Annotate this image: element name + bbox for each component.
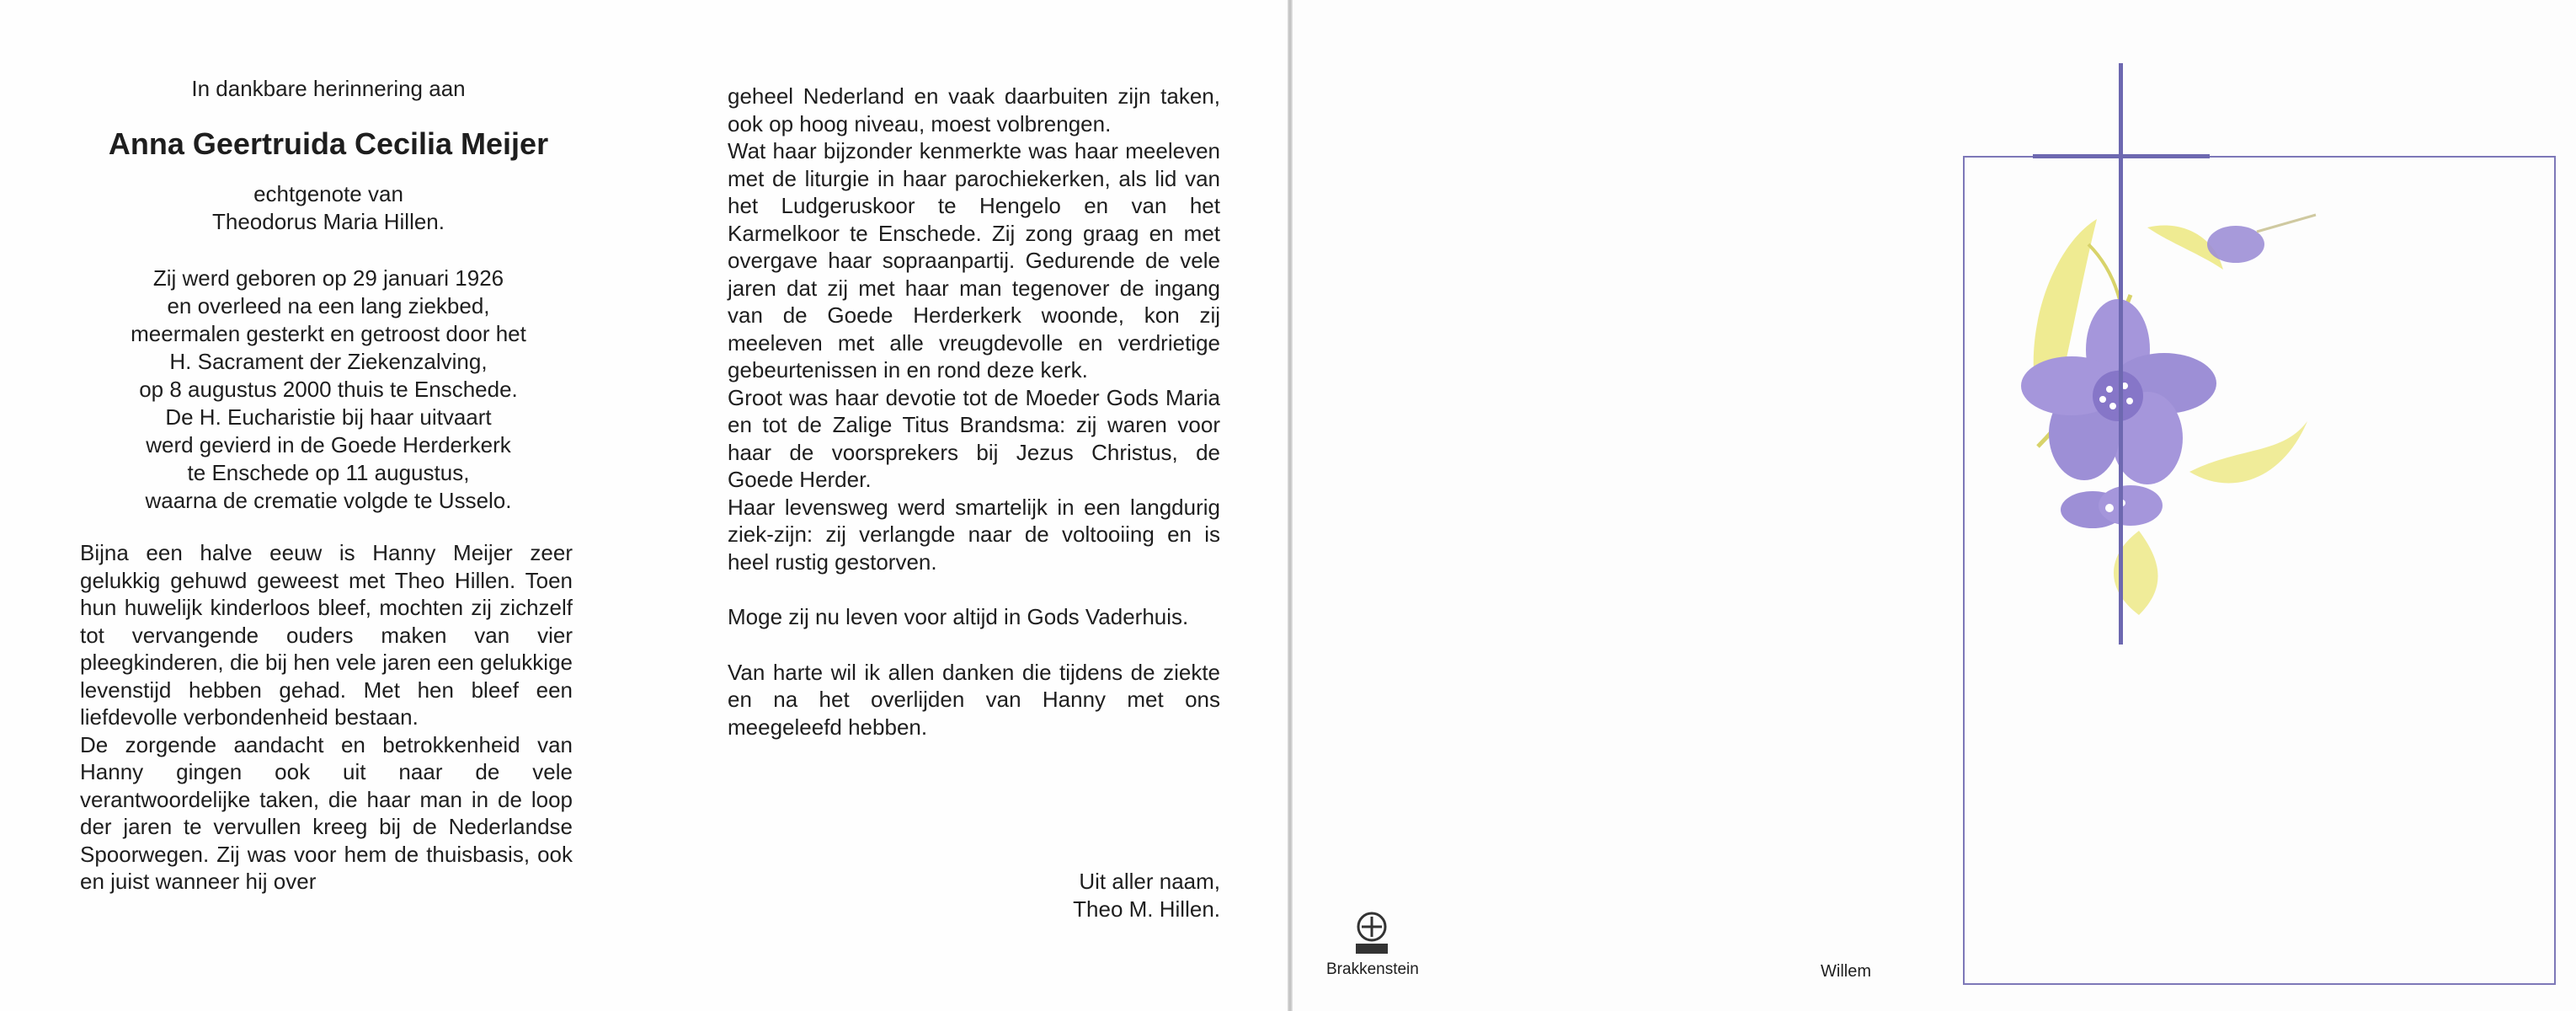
deceased-name: Anna Geertruida Cecilia Meijer <box>108 126 549 161</box>
memorial-header: In dankbare herinnering aan <box>191 76 466 101</box>
signature-line: Uit aller naam, <box>1079 869 1220 894</box>
flower-illustration <box>2004 194 2358 649</box>
body-paragraph: geheel Nederland en vaak daarbuiten zijn taken, ook op hoog niveau, moest volbrengen. <box>728 83 1220 136</box>
brakkenstein-logo-icon <box>1353 912 1390 957</box>
life-line: H. Sacrament der Ziekenzalving, <box>169 349 488 374</box>
body-paragraph: Groot was haar devotie tot de Moeder Gods Maria en tot de Zalige Titus Brandsma: zij waren voor haar de voorsprekers bij Jezus Christus, de Goede Herder. <box>728 384 1220 492</box>
body-paragraph: Wat haar bijzonder kenmerkte was haar meeleven met de liturgie in haar parochiekerken, als lid van het Ludgeruskoor te Hengelo en van het Karmelkoor te Enschede. Zij zong graag en met overgave haar sopraanpartij. Gedurende de vele jaren dat zij met haar man tegenover de ingang van de Goede Herderkerk woonde, kon zij meeleven met alle vreugdevolle en verdrietige gebeurtenissen in en rond deze kerk. <box>728 138 1220 382</box>
spouse-line: echtgenote van <box>253 181 403 206</box>
life-line: op 8 augustus 2000 thuis te Enschede. <box>139 377 518 402</box>
life-line: te Enschede op 11 augustus, <box>187 460 470 485</box>
body-paragraph: Bijna een halve eeuw is Hanny Meijer zeer gelukkig gehuwd geweest met Theo Hillen. Toen hun huwelijk kinderloos bleef, mochten zij zichzelf tot vervangende ouders maken van vier pleegkinderen, die bij hen vele jaren een gelukkige levenstijd hebben gehad. Met hen bleef een liefdevolle verbondenheid bestaan. <box>80 540 573 730</box>
spouse-block <box>76 180 581 236</box>
life-line: waarna de crematie volgde te Usselo. <box>145 488 512 513</box>
body-paragraph: Haar levensweg werd smartelijk in een langdurig ziek-zijn: zij verlangde naar de voltooiing en is heel rustig gestorven. <box>728 494 1220 575</box>
thanks-paragraph: Van harte wil ik allen danken die tijdens de ziekte en na het overlijden van Hanny met ons meegeleefd hebben. <box>728 659 1220 740</box>
signature-block <box>728 868 1220 923</box>
artist-signature: Willem <box>1821 962 1871 981</box>
life-line: en overleed na een lang ziekbed, <box>167 293 490 318</box>
life-line: De H. Eucharistie bij haar uitvaart <box>165 404 492 430</box>
signature-line: Theo M. Hillen. <box>1073 896 1220 922</box>
right-body-text <box>728 83 1220 741</box>
cross-upright <box>2119 63 2123 645</box>
left-body-text <box>80 539 573 896</box>
life-details <box>76 265 581 515</box>
spouse-line: Theodorus Maria Hillen. <box>211 209 445 234</box>
life-line: Zij werd geboren op 29 januari 1926 <box>152 265 504 291</box>
life-line: meermalen gesterkt en getroost door het <box>131 321 526 346</box>
publisher-name: Brakkenstein <box>1326 960 1419 978</box>
body-paragraph: De zorgende aandacht en betrokkenheid van Hanny gingen ook uit naar de vele verantwoordelijke taken, die haar man in de loop der jaren te vervullen kreeg bij de Nederlandse Spoorwegen. Zij was voor hem de thuisbasis, ook en juist wanneer hij over <box>80 731 573 894</box>
life-line: werd gevierd in de Goede Herderkerk <box>146 432 511 457</box>
prayer-paragraph: Moge zij nu leven voor altijd in Gods Vaderhuis. <box>728 604 1189 629</box>
card-fold <box>1288 0 1293 1011</box>
